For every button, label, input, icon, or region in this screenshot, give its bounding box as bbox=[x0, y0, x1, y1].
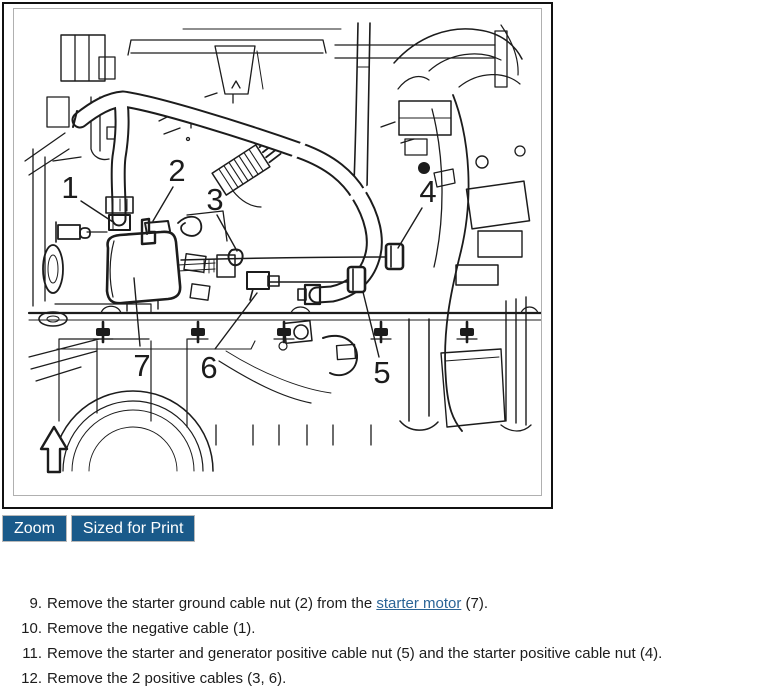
figure-border bbox=[13, 8, 542, 496]
item-number: 10. bbox=[21, 620, 42, 637]
cable-nut-5 bbox=[348, 267, 365, 292]
callout-1 bbox=[61, 170, 113, 222]
item-text bbox=[47, 641, 662, 666]
callout-label-5: 5 bbox=[373, 355, 391, 390]
list-item bbox=[0, 616, 763, 641]
callout-label-2: 2 bbox=[168, 153, 186, 188]
item-number: 9. bbox=[29, 595, 42, 612]
list-item bbox=[0, 666, 763, 691]
figure-toolbar bbox=[2, 515, 195, 542]
item-text-pre: Remove the 2 positive cables (3, 6). bbox=[47, 670, 287, 687]
callout-label-3: 3 bbox=[206, 182, 224, 217]
pump-assembly bbox=[279, 321, 357, 375]
callout-label-6: 6 bbox=[200, 350, 218, 385]
callout-label-7: 7 bbox=[133, 348, 151, 383]
engine-bay-detail bbox=[25, 23, 531, 431]
item-text-pre: Remove the starter ground cable nut (2) from the bbox=[47, 595, 377, 612]
list-item bbox=[0, 591, 763, 616]
callout-6 bbox=[200, 293, 257, 385]
callout-7 bbox=[133, 278, 150, 383]
callout-5 bbox=[363, 292, 391, 390]
item-text bbox=[47, 666, 286, 691]
callout-label-4: 4 bbox=[419, 174, 437, 209]
callout-2 bbox=[153, 153, 186, 221]
item-number: 11. bbox=[22, 645, 42, 662]
item-text bbox=[47, 616, 255, 641]
sized-for-print-button[interactable]: Sized for Print bbox=[71, 515, 195, 542]
item-text-post: (7). bbox=[461, 595, 489, 612]
callout-label-1: 1 bbox=[61, 170, 79, 205]
cable-nut-4 bbox=[386, 244, 403, 269]
item-text-pre: Remove the starter and generator positive cable nut (5) and the starter positive cable nut (4). bbox=[47, 645, 663, 662]
callout-3 bbox=[206, 182, 237, 251]
list-item bbox=[0, 641, 763, 666]
starter-motor bbox=[107, 219, 180, 311]
item-text-pre: Remove the negative cable (1). bbox=[47, 620, 256, 637]
item-number: 12. bbox=[21, 670, 42, 687]
zoom-button[interactable]: Zoom bbox=[2, 515, 67, 542]
instruction-list bbox=[0, 591, 763, 691]
engine-block-left bbox=[43, 222, 107, 293]
engine-diagram bbox=[14, 9, 541, 495]
item-text bbox=[47, 591, 488, 616]
figure-frame bbox=[2, 2, 553, 509]
radiator-hose bbox=[73, 99, 374, 304]
callout-4 bbox=[398, 174, 437, 248]
cable-connector bbox=[247, 272, 279, 300]
starter-motor-link[interactable]: starter motor bbox=[376, 595, 462, 612]
